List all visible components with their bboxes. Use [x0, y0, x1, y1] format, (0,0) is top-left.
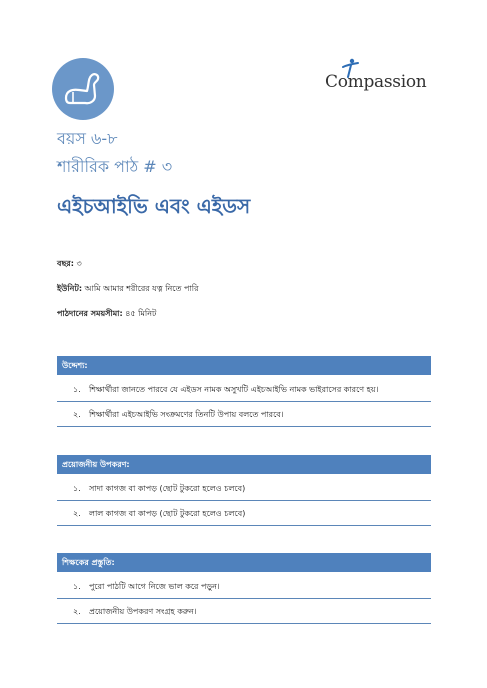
meta-duration — [57, 308, 156, 321]
item-text: পুরো পাঠটি আগে নিজে ভাল করে পড়ুন। — [89, 582, 220, 591]
item-text: সাদা কাগজ বা কাপড় (ছোট টুকরো হলেও চলবে) — [89, 484, 246, 493]
lesson-number: শারীরিক পাঠ # ৩ — [57, 157, 173, 176]
meta-label: পাঠদানের সময়সীমা: — [57, 309, 123, 318]
list-item — [57, 377, 431, 402]
meta-value: ৩ — [73, 259, 82, 268]
item-number: ১. — [73, 385, 81, 394]
meta-year — [57, 258, 82, 271]
item-text: প্রয়োজনীয় উপকরণ সংগ্রহ করুন। — [89, 607, 197, 616]
list-item — [57, 476, 431, 501]
meta-value: আমি আমার শরীরের যত্ন নিতে পারি — [82, 284, 199, 293]
section-heading-text: উদ্দেশ্য: — [62, 361, 88, 370]
compassion-logo — [325, 58, 435, 92]
age-range: বয়স ৬-৮ — [57, 129, 118, 148]
meta-label: বছর: — [57, 259, 74, 268]
brand-name: Compassion — [325, 72, 427, 92]
item-text: শিক্ষার্থীরা এইচআইভি সংক্রমণের তিনটি উপায় বলতে পারবে। — [89, 410, 284, 419]
item-number: ২. — [73, 607, 81, 616]
meta-unit — [57, 283, 198, 296]
section-heading-text: প্রয়োজনীয় উপকরণ: — [62, 460, 130, 469]
meta-value: ৪৫ মিনিট — [122, 309, 157, 318]
item-number: ২. — [73, 410, 81, 419]
list-item — [57, 574, 431, 599]
section-heading-text: শিক্ষকের প্রস্তুতি: — [62, 558, 115, 567]
meta-label: ইউনিট: — [57, 284, 83, 293]
flexed-arm-icon — [52, 58, 114, 120]
item-text: লাল কাগজ বা কাপড় (ছোট টুকরো হলেও চলবে) — [89, 509, 246, 518]
section-heading-teacher-prep — [57, 553, 431, 572]
list-item — [57, 501, 431, 526]
list-item — [57, 599, 431, 624]
section-heading-materials — [57, 455, 431, 474]
item-text: শিক্ষার্থীরা জানতে পারবে যে এইডস নামক অসুখটি এইচআইভি নামক ভাইরাসের কারণে হয়। — [89, 385, 379, 394]
page-title: এইচআইভি এবং এইডস — [57, 194, 251, 218]
list-item — [57, 402, 431, 427]
section-heading-objectives — [57, 356, 431, 375]
item-number: ১. — [73, 582, 81, 591]
item-number: ২. — [73, 509, 81, 518]
item-number: ১. — [73, 484, 81, 493]
